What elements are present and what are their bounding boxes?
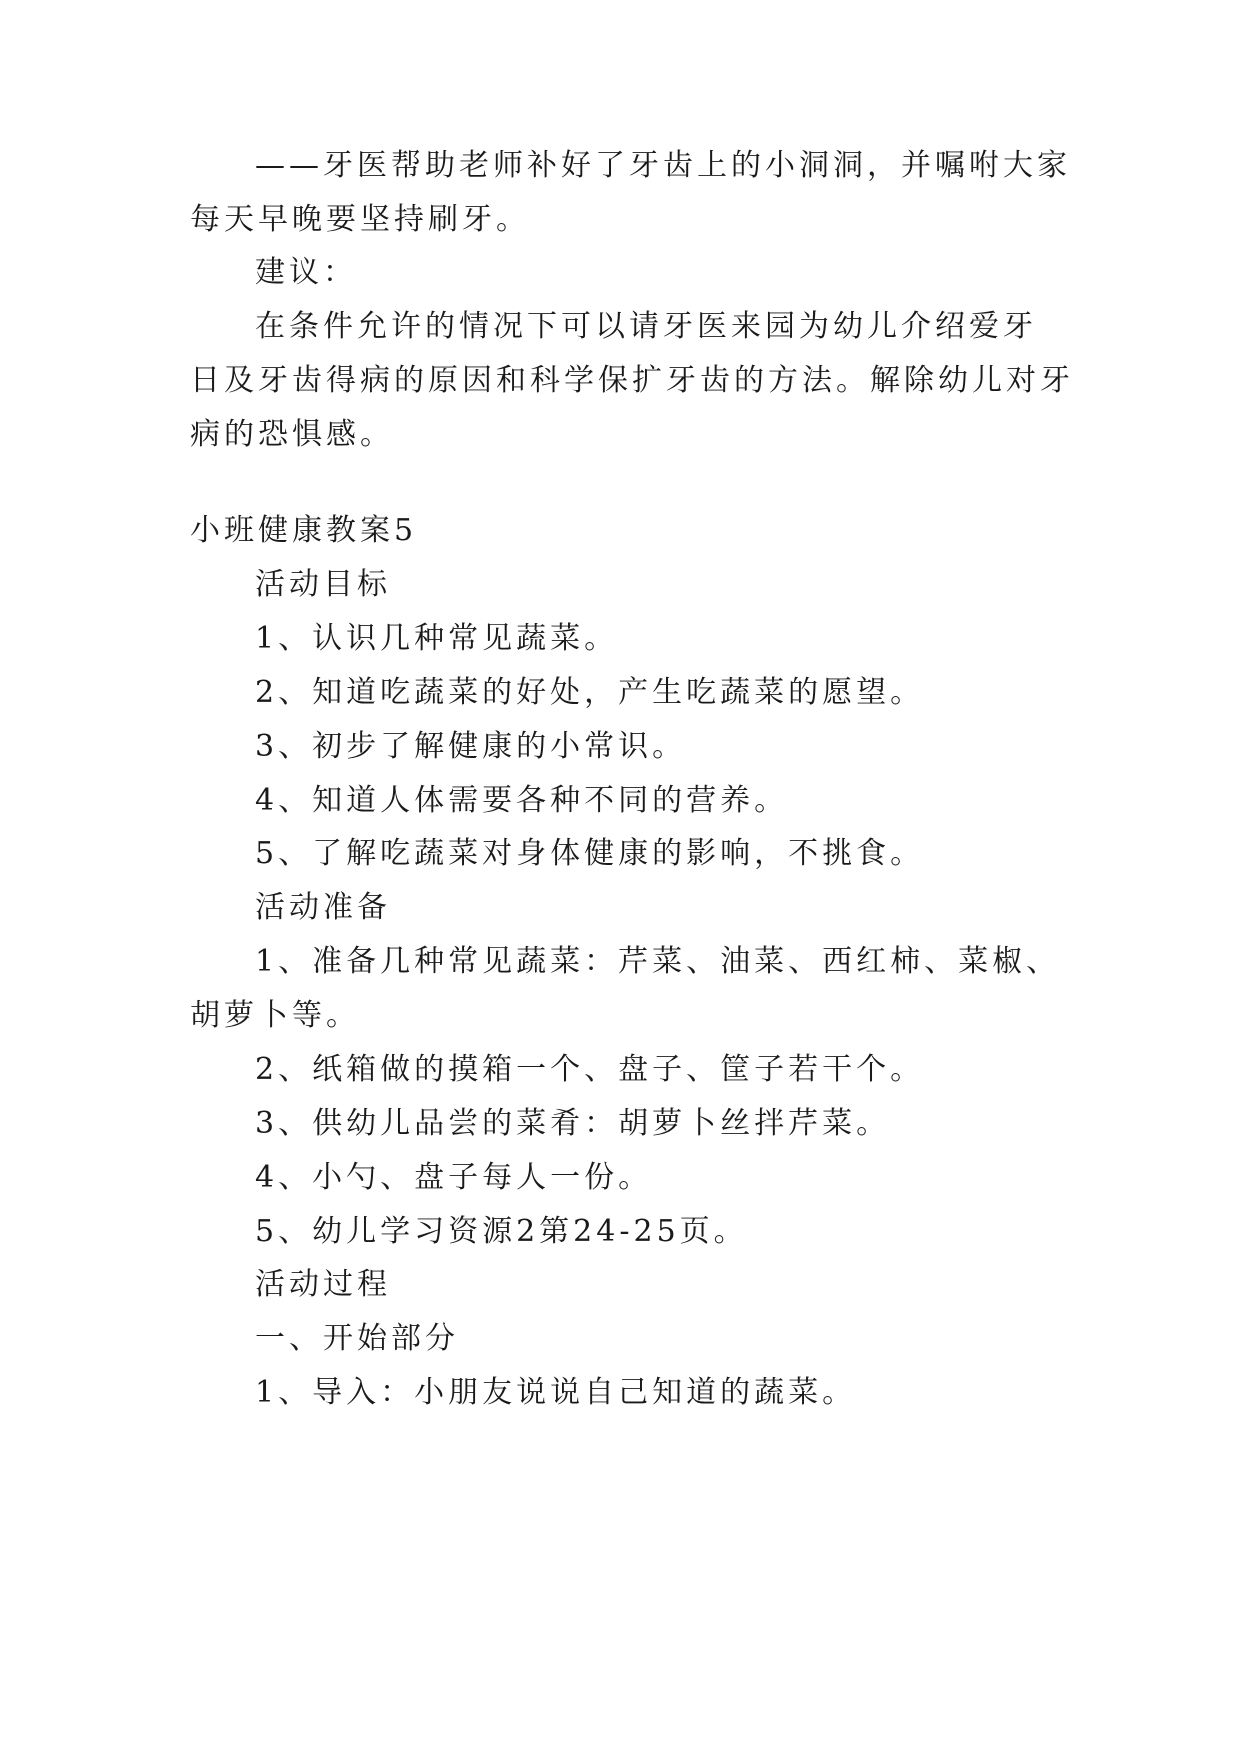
list-item: 3、供幼儿品尝的菜肴：胡萝卜丝拌芹菜。: [255, 1106, 891, 1141]
paragraph-line: 在条件允许的情况下可以请牙医来园为幼儿介绍爱牙: [255, 309, 1037, 344]
paragraph-heading: 建议：: [255, 255, 357, 290]
paragraph-line: 日及牙齿得病的原因和科学保扩牙齿的方法。解除幼儿对牙: [190, 363, 1074, 398]
subheading: 活动过程: [255, 1267, 391, 1302]
subheading: 活动目标: [255, 567, 391, 602]
list-item: 1、导入：小朋友说说自己知道的蔬菜。: [255, 1375, 857, 1410]
section-title: 小班健康教案5: [190, 513, 418, 548]
subheading: 一、开始部分: [255, 1321, 459, 1356]
list-item: 4、小勺、盘子每人一份。: [255, 1160, 653, 1195]
list-item: 1、准备几种常见蔬菜：芹菜、油菜、西红柿、菜椒、: [255, 944, 1061, 979]
list-item: 5、了解吃蔬菜对身体健康的影响，不挑食。: [255, 836, 925, 871]
list-item: 5、幼儿学习资源2第24-25页。: [255, 1214, 748, 1249]
list-item: 3、初步了解健康的小常识。: [255, 729, 687, 764]
subheading: 活动准备: [255, 890, 391, 925]
list-item-continuation: 胡萝卜等。: [190, 998, 360, 1033]
list-item: 4、知道人体需要各种不同的营养。: [255, 783, 789, 818]
list-item: 1、认识几种常见蔬菜。: [255, 621, 619, 656]
paragraph-line: ——牙医帮助老师补好了牙齿上的小洞洞，并嘱咐大家: [255, 148, 1071, 183]
list-item: 2、纸箱做的摸箱一个、盘子、筐子若干个。: [255, 1052, 925, 1087]
list-item: 2、知道吃蔬菜的好处，产生吃蔬菜的愿望。: [255, 675, 925, 710]
paragraph-line: 每天早晚要坚持刷牙。: [190, 202, 530, 237]
paragraph-line: 病的恐惧感。: [190, 417, 394, 452]
